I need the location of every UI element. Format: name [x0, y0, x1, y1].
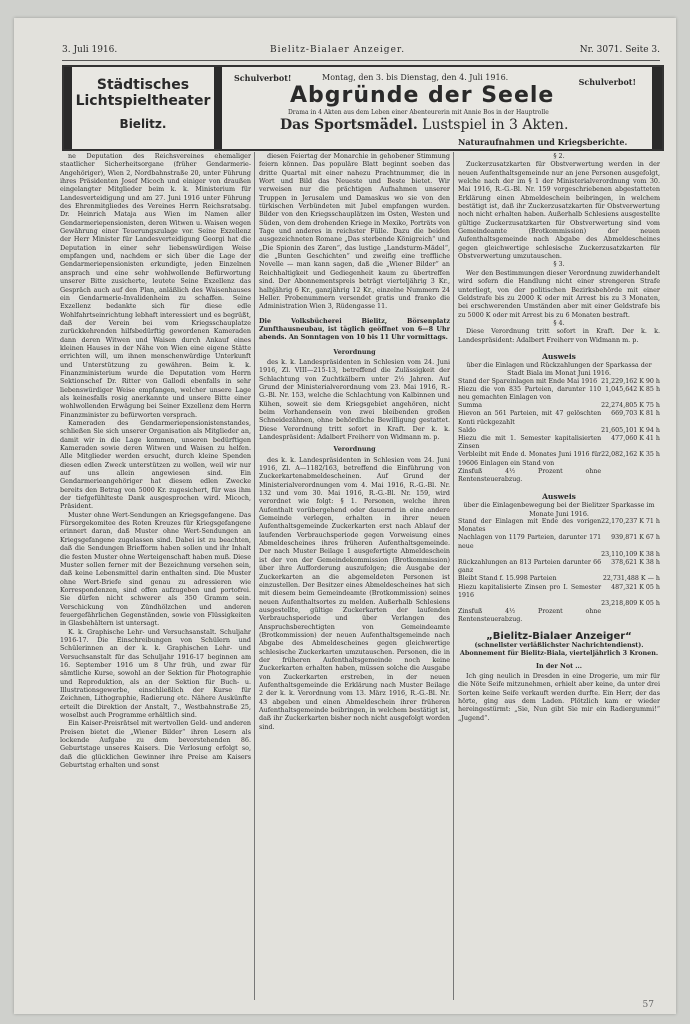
article-paragraph: Zuckerzusatzkarten für Obstverwertung werden in der neuen Aufenthaltsgemeinde nur an jene Personen ausgefolgt, welche nach der im § 1 der Ministerialverordnung vom 30. Mai 1916, R.-G.-Bl. Nr. 159 vorgeschriebenen abgestatteten Erklärung einen Abmeldeschein beibringen, in welchem bestätigt ist, daß ihr Zuckerzusatzkarten für Obstverwertung noch nicht erhalten haben. Außerhalb Schlesiens ausgestellte gültige Zuckerzusatzkarten für Obstverwertung sind vom Gemeindeamte (Brotkommission) der neuen Aufenthaltsgemeinde nach Abgabe des Abmeldescheines gegen gleichwertige schlesische Zuckerzusatzkarten für Obstverwertung umzutauschen. — [458, 160, 660, 261]
ordinance-text: des k. k. Landespräsidenten in Schlesien vom 24. Juni 1916, Zl. VIII—215-13, betreffend die Zulässigkeit der Schlachtung von Zuchtkälbern unter 2½ Jahren. Auf Grund der Ministerialverordnung vom 23. Mai 1916, R.-G.-Bl. Nr. 153, welche die Schlachtung von Kalbinnen und Kühen, soweit sie dem Kriegsgebiet angehören, nicht beim Vorhandensein von zwei bleibenden großen Schneidezähnen, ohne behördliche Bewilligung gestattet. Diese Verordnung tritt sofort in Kraft. Der k. k. Landespräsident: Adalbert Freiherr von Widmann m. p. — [259, 357, 450, 441]
table-row — [458, 402, 660, 410]
table-row — [458, 584, 660, 600]
row-value: 487,321 K 05 h — [611, 583, 660, 591]
row-value: 1,045,642 K 85 h — [605, 385, 660, 393]
row-label: Rückzahlungen an 813 Parteien darunter 66 ganz — [458, 558, 602, 575]
row-label: Saldo — [458, 426, 476, 434]
article-paragraph: Muster ohne Wert-Sendungen an Kriegsgefangene. Das Fürsorgekomitee des Roten Kreuzes für Kriegsgefangene erinnert daran, daß Muster ohne Wert-Sendungen an Kriegsgefangene zugelassen sind. Dabei ist zu beachten, daß die Sendungen Briefform haben sollen und ihr Inhalt die festen Muster ohne Werteigenschaft haben muß. Diese Muster sollen ferner mit der Bezeichnung versehen sein, daß keine Lebensmittel darin enthalten sind. Die Muster ohne Wert-Briefe sind genau zu adressieren wie Korrespondenzen, sind offen aufzugeben und portofrei. Sie dürfen nicht schwerer als 350 Gramm sein. Verschickung von Zündhölzchen und anderen feuergefährlichen Gegenständen, sowie von Flüssigkeiten in Glasbehältern ist untersagt. — [60, 510, 251, 628]
ad-right-bar — [652, 67, 662, 149]
article-paragraph: Wer den Bestimmungen dieser Verordnung zuwiderhandelt wird sofern die Handlung nicht einer strengeren Strafe unterliegt, von der politischen Bezirksbehörde mit einer Geldstrafe bis zu 2000 K oder mit Arrest bis zu 3 Monaten, bei erschwerenden Umständen aber mit einer Geldstrafe bis zu 5000 K oder mit Arrest bis zu 6 Monaten bestraft. — [458, 268, 660, 319]
film-title-second — [280, 117, 568, 133]
table-row — [458, 575, 660, 583]
row-value: 21,229,162 K 90 h — [601, 377, 660, 385]
row-label: Zinsfuß 4½ Prozent ohne Rentensteuerabzug. — [458, 608, 602, 624]
film-title-main: Abgründe der Seele — [290, 83, 555, 108]
row-label: Zinsfuß 4½ Prozent ohne Rentensteuerabzug. — [458, 467, 602, 484]
row-label — [458, 551, 601, 559]
article-paragraph: ne Deputation des Reichsvereines ehemaliger staatlicher Sicherheitsorgane (früher Gendarmerie-Angehöriger), Wien 2, Nordbahnstraße 20, unter Führung ihres Präsidenten Josef Micoch und einiger von draußen eingelangter Mitglieder beim k. k. Ministerium für Landesverteidigung und am 27. Juni 1916 unter Führung des Ehrenmitgliedes des Vereines Herrn Reichsratsabg. Dr. Heinrich Mataja aus Wien im Namen aller Gendarmeriepensionisten, deren Witwen u. Waisen wegen Gewährung einer Teuerungszulage vor. Seine Exzellenz der Herr Minister für Landesverteidigung Georgi hat die Deputation in einer sehr liebenswürdigen Weise empfangen und, nachdem er sich über die Lage der Gendarmeriepensionisten erkundigte, jeden Einzelnen ansprach und eine sehr wohlwollende Befürwortung unserer Bitte zusicherte, leutete Seine Exzellenz das Gespräch auch auf den Plan, anläßlich des Waisenhauses ein Gendarmerie-Invalidenheim zu schaffen. Seine Exzellenz bedankte sich für diese edle Wohlfahrtseinrichtung lebhaft interessiert und es begrüßt, daß der Verein bei vom Kriegsschauplatze zurückkehrenden hilfsbedürftig gewordenen Kameraden dann deren Witwen und Waisen durch Ankauf eines kleinen Hauses in der Nähe von Wien eine eigene Stätte errichten will, um ihnen menschenwürdige Unterkunft und Unterstützung zu gewähren. Beim k. k. Finanzministerium wurde die Deputation vom Herrn Sektionschef Dr. Ritter von Gallodi ebenfalls in sehr liebenswürdiger Weise empfangen, welcher unsere Lage als keinesfalls rosig anerkannte und unsere Bitte einer wohlwollenden Erwägung bei Seiner Exzellenz dem Herrn Finanzminister zu befürworten versprach. — [60, 152, 251, 419]
table-row — [458, 559, 660, 575]
ordinance-title: Verordnung — [333, 347, 376, 356]
school-ban-left: Schulverbot! — [234, 73, 292, 83]
row-value: 23,110,109 K 38 h — [601, 550, 660, 558]
table-row — [458, 378, 660, 386]
article-paragraph: Ein Kaiser-Preisrätsel mit wertvollen Geld- und anderen Preisen bietet die „Wiener Bilder“ ihren Lesern als lockende Aufgabe zu dem bevorstehenden 86. Geburtstage unseres Kaisers. Die Verlosung erfolgt so, daß die glücklichen Gewinner ihre Preise am Kaisers Geburtstag erhalten und sonst — [60, 719, 251, 770]
row-value: 22,274,805 K 75 h — [601, 402, 660, 410]
page-header — [62, 42, 660, 61]
table-row — [458, 600, 660, 608]
article-paragraph: diesen Feiertag der Monarchie in gehobener Stimmung feiern können. Das populäre Blatt beginnt soeben das dritte Quartal mit einer nahezu Prachtnummer, die in Wort und Bild das Neueste und Beste bietet. Wir verweisen nur die prächtigen Aufnahmen unserer Truppen in Jerusalem und Damaskus wo sie von den türkischen Verbündeten mit Jubel empfangen wurden. Bilder von den Kriegsschauplätzen im Osten, Westen und Süden, von dem drohenden Kriege in Mexiko, Porträts von Tage und anderes in reichster Fülle. Dazu die beiden ausgezeichneten Romane „Das sterbende Königreich“ und „Die Spionin des Zaren“, das lustige „Landsturm-Mädel“, die „Bunten Geschichten“ und zweifig eine treffliche Novelle — man kann sagen, daß die „Wiener Bilder“ an Reichhaltigkeit und Gediegenheit kaum zu übertreffen sind. Der Abonnementspreis beträgt vierteljährig 3 Kr., halbjährig 6 Kr., ganzjährig 12 Kr., einzelne Nummern 24 Heller. Probenummern versendet gratis und franko die Administration Wien 3, Rüdengasse 11. — [259, 152, 450, 311]
ordinance-text: des k. k. Landespräsidenten in Schlesien vom 24. Juni 1916, Zl. A—1182/163, betreffend die Einführung von Zuckerkartenabmeldescheinen. Auf Grund der Ministerialverordnungen vom 4. Mai 1916, R.-G.-Bl. Nr. 132 und vom 30. Mai 1916, R.-G.-Bl. Nr. 159, wird verordnet wie folgt: § 1. Personen, welche ihren Aufenthalt vorübergehend oder dauernd in eine andere Gemeinde verlegen, erhalten in ihrer neuen Aufenthaltsgemeinde Zuckerkarten erst nach Ablauf der laufenden Verbrauchsperiode gegen Vorweisung eines Abmeldescheines ihres früheren Aufenthaltsgemeinde. Der nach Muster Beilage 1 ausgefertigte Abmeldeschein ist der von der Gemeindekommission (Brotkommission) über ihre Aufforderung auszufolgen; die Ausgabe der Zuckerkarten an die abgemeldeten Personen ist einzustellen. Der Besitzer eines Abmeldescheines hat sich mit diesem beim Gemeindeamte (Brotkommission) seines neuen Aufenthaltsortes zu melden. Außerhalb Schlesiens ausgestellte, gültige Zuckerkarten der laufenden Verbrauchsperiode und über Verlangen des Anspruchsberechtigten von Gemeindeamte (Brotkommission) der neuen Aufenthaltsgemeinde nach Abgabe des Abmeldescheines gegen gleichwertige schlesische Zuckerkarten umzutauschen. Personen, die in der früheren Aufenthaltsgemeinde noch keine Zuckerkarten erhalten haben, müssen solche die Ausgabe von Zuckerkarten erstreben, in der neuen Aufenthaltsgemeinde die Erklärung nach Muster Beilage 2 der k. k. Verordnung vom 13. März 1916, R.-G.-Bl. Nr. 43 abgeben und einen Abmeldeschein ihrer früheren Aufenthaltsgemeinde beibringen, in welchem bestätigt ist, daß ihr Zuckerkarten bisher noch nicht ausgefolgt worden sind. — [259, 455, 450, 731]
savings-table-bielitz — [458, 518, 660, 625]
row-label: Summa — [458, 402, 483, 410]
newspaper-ad-text: (schnellster verläßlichster Nachrichtendienst). Abonnement für Bielitz-Biala, vierteljährlich 3 Kronen. — [459, 640, 659, 658]
article-paragraph: Kameraden des Gendarmeriepensionistenstandes, schließen Sie sich unserer Organisation als Mitglieder an, damit wir in die Lage kommen, unseren bedürftigen Kameraden sowie deren Witwen und Waisen zu helfen. Alle Mitglieder werden ersucht, durch kleine Spenden diesen edlen Zweck unterstützen zu wollen, weil wir nur auf uns allein angewiesen sind. Ein Gendarmerieangehöriger hat diesem edlen Zwecke bereits den Betrag von 5000 Kr. zugesichert, für was ihm der tiefgefühlteste Dank ausgesprochen wird. Micoch, Präsident. — [60, 419, 251, 511]
header-paper-name: Bielitz-Bialaer Anzeiger. — [270, 45, 406, 55]
article-paragraph: Diese Verordnung tritt sofort in Kraft. Der k. k. Landespräsident: Adalbert Freiherr von Widmann m. p. — [458, 327, 660, 344]
column-rule — [254, 152, 255, 1000]
row-value: 939,871 K 67 h — [611, 534, 660, 542]
row-label: Stand der Einlagen mit Ende des vorigen Monates — [458, 517, 602, 534]
row-value — [601, 608, 660, 624]
row-value: 669,703 K 81 h — [611, 410, 660, 418]
cinema-line-3: Bielitz. — [119, 117, 167, 131]
table-row — [458, 518, 660, 534]
report-title: Ausweis — [542, 351, 576, 361]
table-row — [458, 410, 660, 426]
anecdote-text: Ich ging neulich in Dresden in eine Drogerie, um mir für die Nöte Seife mitzunehmen, erhielt aber keine, da unter drei Sorten keine Seife verkauft werden durfte. Ein Herr, der das hörte, ging aus dem Laden. Plötzlich kam er wieder hereingestürmt: „Sie, Nun gibt Sie mir ein Radiergummi!“ „Jugend“. — [458, 671, 660, 722]
school-ban-right: Schulverbot! — [578, 77, 636, 87]
column-3 — [458, 152, 660, 1000]
report-title: Ausweis — [542, 492, 576, 502]
cinema-advertisement — [62, 65, 664, 151]
row-label: Verbleibt mit Ende d. Monates Juni 1916 für 19606 Einlagen ein Stand von — [458, 451, 602, 467]
film2-sub: Lustspiel in 3 Akten. — [417, 117, 569, 133]
row-value: 22,082,162 K 35 h — [601, 451, 660, 459]
table-row — [458, 386, 660, 402]
row-label: Bleibt Stand f. 15.998 Parteien — [458, 575, 557, 583]
row-label: Hievon an 561 Parteien, mit 47 gelöschten Konti rückgezahlt — [458, 410, 602, 426]
program-dates: Montag, den 3. bis Dienstag, den 4. Juli 1916. — [322, 73, 509, 82]
row-value: 477,060 K 41 h — [611, 435, 660, 443]
table-row — [458, 551, 660, 559]
section-number: § 2. — [553, 152, 565, 160]
program-footer: Naturaufnahmen und Kriegsberichte. — [458, 137, 628, 147]
cinema-line-1: Städtisches — [96, 77, 190, 93]
row-value: 21,605,101 K 94 h — [601, 426, 660, 434]
library-notice: Die Volksbücherei Bielitz, Börsenplatz Zunfthausneubau, ist täglich geöffnet von 6—8 Uhr abends. An Sonntagen von 10 bis 11 Uhr vormittags. — [259, 316, 450, 342]
cinema-line-2: Lichtspieltheater — [75, 93, 211, 109]
page-mark: 57 — [642, 1000, 654, 1010]
table-row — [458, 468, 660, 484]
film-subtitle: Drama in 4 Akten aus dem Leben einer Abenteurerin mit Annie Bos in der Hauptrolle — [288, 109, 549, 116]
table-row — [458, 608, 660, 624]
report-subtitle: über die Einlagen und Rückzahlungen der Sparkassa der Stadt Biala im Monat Juni 1916. — [466, 360, 652, 378]
row-value: 22,170,237 K 71 h — [601, 517, 660, 525]
anecdote-title: In der Not ... — [536, 661, 582, 670]
row-value — [601, 468, 660, 484]
film2-name: Das Sportsmädel. — [280, 117, 418, 133]
row-label: Hiezu die mit 1. Semester kapitalisierten Zinsen — [458, 435, 602, 451]
table-row — [458, 435, 660, 451]
header-number: Nr. 3071. Seite 3. — [579, 45, 660, 55]
newspaper-page — [14, 18, 676, 1014]
table-row — [458, 534, 660, 550]
header-date: 3. Juli 1916. — [62, 45, 118, 55]
newspaper-ad-title: „Bielitz-Bialaer Anzeiger“ — [486, 630, 632, 642]
report-subtitle: über die Einlagenbewegung bei der Bielitzer Sparkasse im Monate Juni 1916. — [463, 501, 655, 518]
program-box — [230, 67, 644, 149]
column-2 — [259, 152, 450, 1000]
cinema-name-box — [64, 67, 222, 149]
article-paragraph: K. k. Graphische Lehr- und Versuchsanstalt. Schuljahr 1916-17. Die Einschreibungen von Schülern und Schülerinnen an der k. k. Graphischen Lehr- und Versuchsanstalt für das Schuljahr 1916-17 beginnen am 16. September 1916 um 8 Uhr früh, und zwar für sämtliche Kurse, sowohl an der Sektion für Photographie und Reproduktion, als an der Sektion für Buch- u. Illustrationsgewerbe, einschließlich der Kurse für Zeichnen, Lithographie, Radierung etc. Nähere Auskünfte erteilt die Direktion der Anstalt, 7., Westbahnstraße 25, woselbst auch Programme erhältlich sind. — [60, 627, 251, 720]
row-label: Stand der Spareinlagen mit Ende Mai 1916 — [458, 377, 598, 385]
ordinance-title: Verordnung — [333, 445, 376, 454]
row-value: 378,621 K 38 h — [611, 558, 660, 566]
row-value: 22,731,488 K — h — [602, 575, 660, 583]
savings-table-biala — [458, 378, 660, 485]
table-row — [458, 451, 660, 467]
row-label — [458, 600, 601, 608]
row-label: Hiezu kapitalisierte Zinsen pro I. Semester 1916 — [458, 583, 602, 599]
section-number: § 3. — [553, 260, 565, 269]
row-label: Nachlagen von 1179 Parteien, darunter 171 neue — [458, 534, 602, 550]
section-number: § 4. — [553, 318, 565, 327]
column-1 — [60, 152, 251, 1000]
table-row — [458, 427, 660, 435]
column-rule — [453, 152, 454, 1000]
row-value: 23,218,809 K 05 h — [601, 599, 660, 607]
row-label: Hiezu die von 835 Parteien, darunter 110 neu gemachten Einlagen von — [458, 385, 602, 401]
